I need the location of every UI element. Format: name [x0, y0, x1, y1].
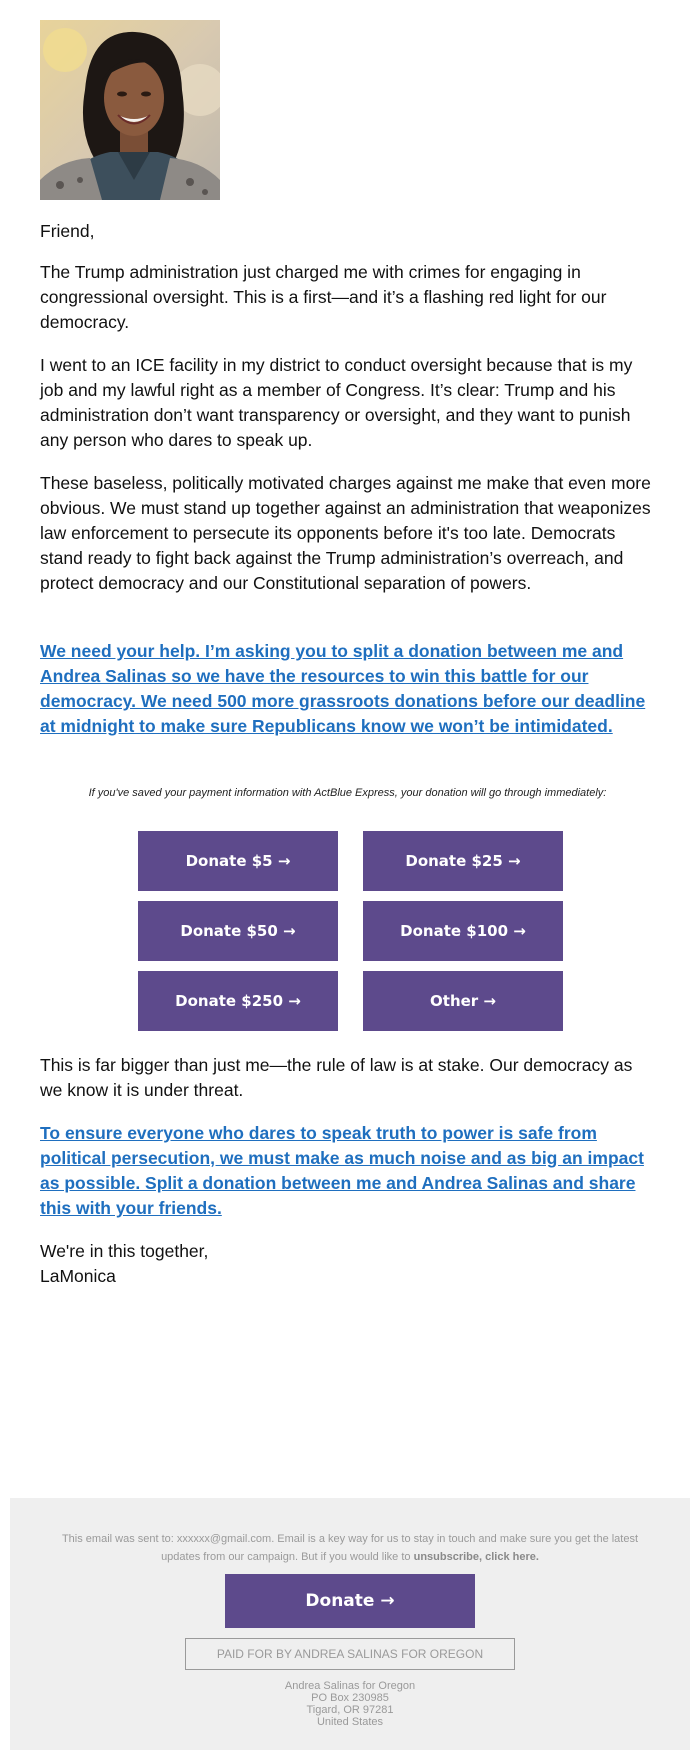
greeting: Friend, — [40, 221, 95, 241]
donate-50-button[interactable]: Donate $50 → — [138, 901, 338, 961]
footer-disclaimer — [60, 1530, 640, 1566]
address-line: Andrea Salinas for Oregon — [284, 1680, 416, 1692]
sender-photo — [40, 20, 220, 200]
donate-other-button[interactable]: Other → — [363, 971, 563, 1031]
mailing-address — [10, 1680, 690, 1728]
paid-for-disclaimer: PAID FOR BY ANDREA SALINAS FOR OREGON — [185, 1638, 515, 1670]
paragraph-2: I went to an ICE facility in my district to conduct oversight because that is my job and my lawful right as a member of Congress. It’s clear: Trump and his administration don’t want transparency or oversight, and they want to punish any person who dares to speak up. — [40, 355, 633, 450]
signature: LaMonica — [40, 1266, 116, 1286]
recipient-email: xxxxxx@gmail.com — [176, 1533, 272, 1545]
address-line: PO Box 230985 — [311, 1692, 389, 1704]
signoff: We're in this together, — [40, 1241, 209, 1261]
donate-250-button[interactable]: Donate $250 → — [138, 971, 338, 1031]
address-line: Tigard, OR 97281 — [306, 1704, 394, 1716]
share-appeal-link[interactable]: To ensure everyone who dares to speak truth to power is safe from political persecution, we must make as much noise and as big an impact as possible. Split a donation between me and Andrea Salinas and share this with your friends. — [40, 1123, 644, 1218]
paragraph-1: The Trump administration just charged me with crimes for engaging in congressional oversight. This is a first—and it’s a flashing red light for our democracy. — [40, 262, 607, 332]
actblue-express-note: If you've saved your payment information with ActBlue Express, your donation will go through immediately: — [88, 787, 607, 799]
footer-donate-button[interactable]: Donate → — [225, 1574, 475, 1628]
donate-5-button[interactable]: Donate $5 → — [138, 831, 338, 891]
paragraph-3: These baseless, politically motivated charges against me make that even more obvious. We must stand up together against an administration that weaponizes law enforcement to persecute its opponents before it's too late. Democrats stand ready to fight back against the Trump administration’s overreach, and protect democracy and our Constitutional separation of powers. — [40, 473, 651, 593]
unsubscribe-link[interactable]: unsubscribe, click here. — [413, 1551, 539, 1563]
donate-100-button[interactable]: Donate $100 → — [363, 901, 563, 961]
donate-25-button[interactable]: Donate $25 → — [363, 831, 563, 891]
paragraph-4: This is far bigger than just me—the rule of law is at stake. Our democracy as we know it is under threat. — [40, 1055, 633, 1100]
sent-prefix: This email was sent to: — [61, 1533, 177, 1545]
footer — [10, 1498, 690, 1750]
donation-appeal-link[interactable]: We need your help. I’m asking you to split a donation between me and Andrea Salinas so we have the resources to win this battle for our democracy. We need 500 more grassroots donations before our deadline at midnight to make sure Republicans know we won’t be intimidated. — [40, 641, 646, 736]
sent-suffix: . Email is a key way for us to stay in touch and make sure you get the latest updates from our campaign. But if you would like to — [161, 1533, 639, 1563]
address-line: United States — [316, 1716, 384, 1728]
